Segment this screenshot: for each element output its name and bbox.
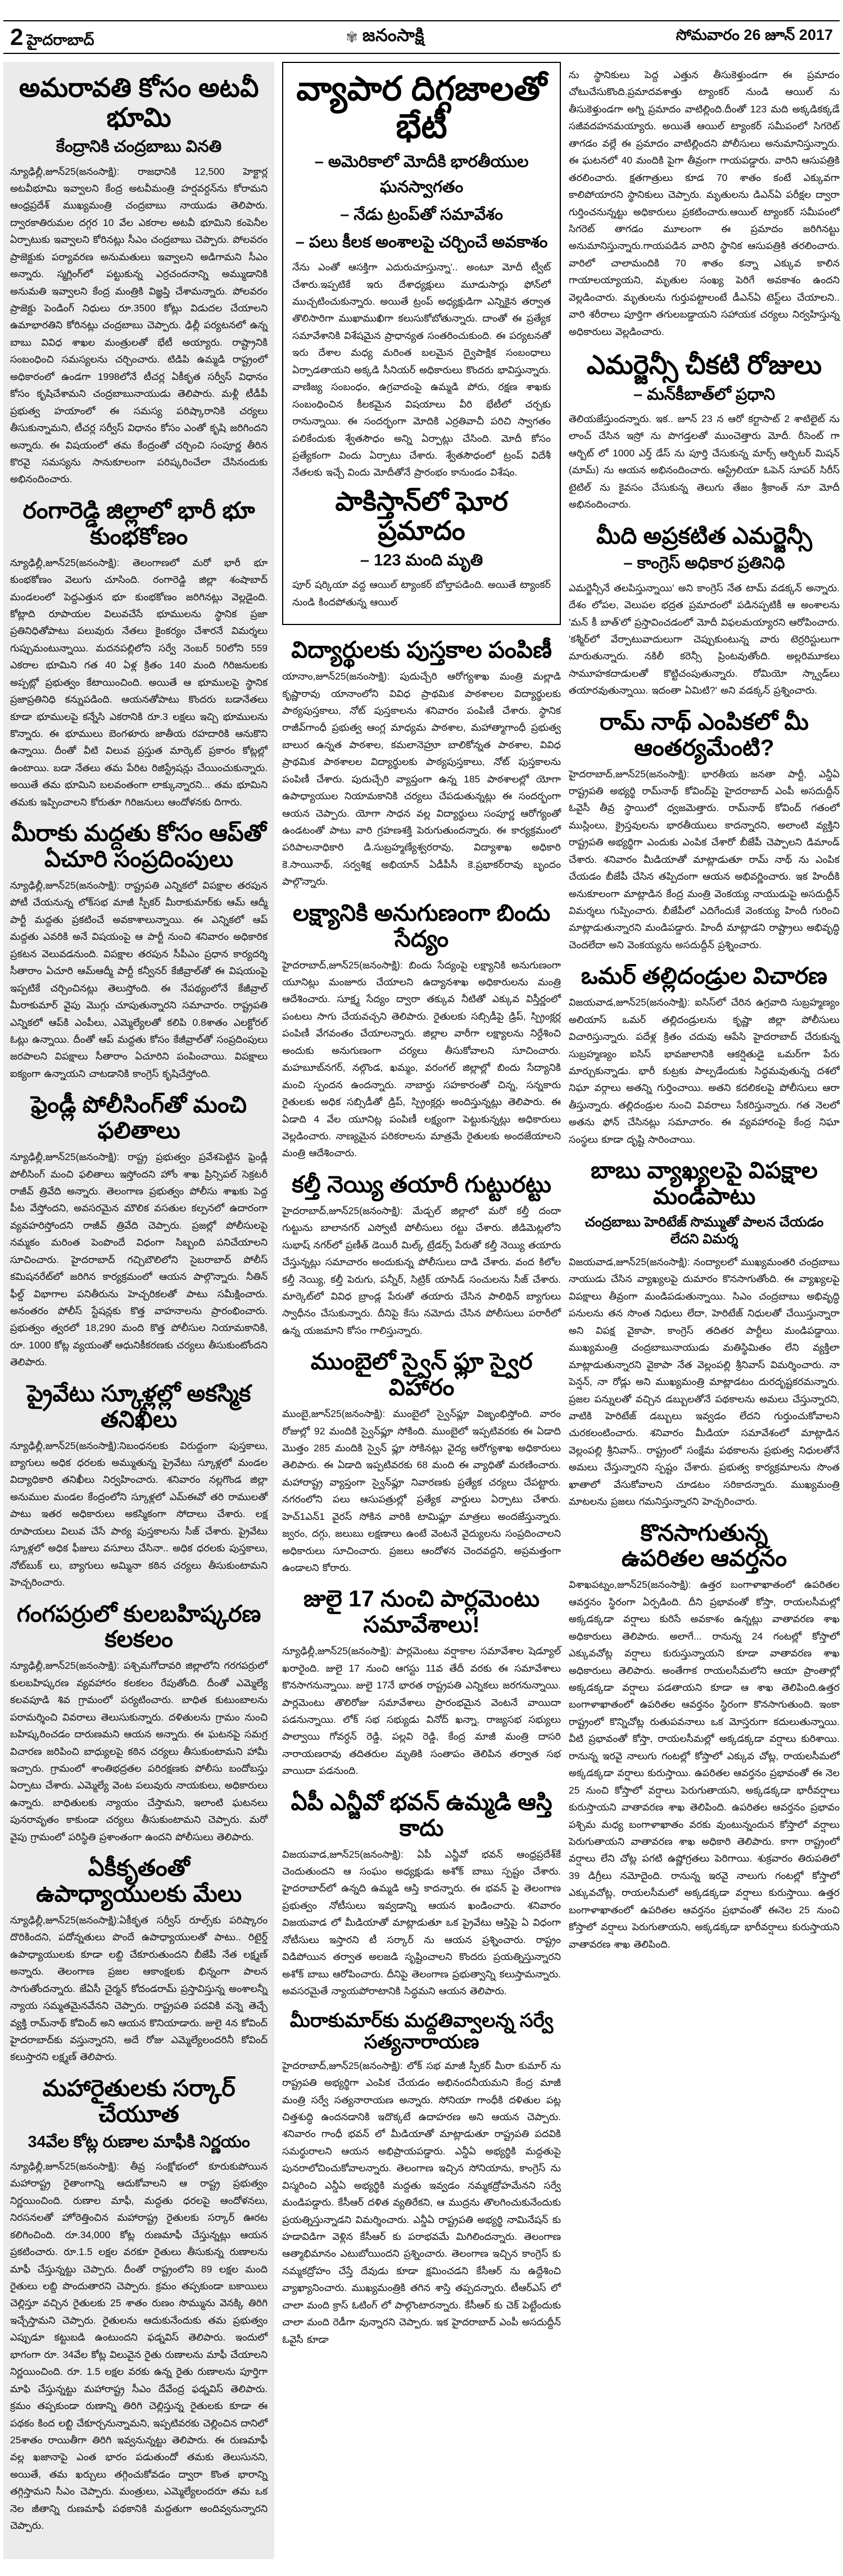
article-body: న్యూఢిల్లీ,జూన్25(జనంసాక్షి): పార్లమెంటు వర్షాకాల సమావేశాల షెడ్యూల్ ఖరారైంది. జులై 17 నుంచి ఆగస్టు 11వ తేదీ వరకు ఈ సమావేశాలు కొనసాగనున్నాయి. జులై 17నే భారత రాష్ట్రపతి ఎన్నికలు జరగనున్నాయి. పార్లమెంటు తొలిరోజు సమావేశాలు ప్రారంభమైన వెంటనే వాయిదా పడనున్నాయి. లోక్ సభ సభ్యుడు వినోద్ ఖన్నా, రాజ్యసభ సభ్యులు పాల్వాయి గోవర్ధన్ రెడ్డి, పల్లవి రెడ్డి, కేంద్ర మాజీ మంత్రి దాసరి నారాయణరావు తదితరుల మృతికి సంతాపం తెలిపిన తర్వాత సభ వాయిదా పడనుంది. <box>282 1645 561 1777</box>
article <box>569 709 840 954</box>
article <box>10 2076 268 2534</box>
masthead-logo-icon: ✾ <box>346 29 358 46</box>
article-headline: ఫ్రెండ్లీ పోలీసింగ్‌తో మంచి ఫలితాలు <box>31 1092 247 1144</box>
article-headline: మహారైతులకు సర్కార్ చేయూత <box>42 2075 235 2127</box>
article-headline: ఏపీ ఎన్జీవో భవన్ ఉమ్మడి ఆస్తి కాదు <box>291 1789 552 1841</box>
article-headline: జులై 17 నుంచి పార్లమెంటు సమావేశాలు! <box>303 1586 540 1638</box>
article <box>10 498 268 811</box>
article-headline: ఒమర్ తల్లిదండ్రుల విచారణ <box>581 963 828 989</box>
column-middle <box>282 62 561 2358</box>
article-body: తెలియజేస్తుందన్నారు. ఇక.. జూన్ 23 న ఆరో కర్టాసాట్ 2 శాటిలైట్ ను లాంచ్ చేసిన ఇస్రో ను పొగడ్తలతో ముంచెత్తారు మోదీ. రీసెంట్ గా ఆర్బిట్ లో 1000 ఎర్త్ డేస్ ను పూర్తి చేసుకున్న మార్స్ ఆర్బిటర్ మిషన్ (మామ్) ను ఆయన అభినందించారు. ఆస్ట్రేలియా ఓపెన్ సూపర్ సిరీస్ టైటిల్ ను కైవసం చేసుకున్న తెలుగు తేజం శ్రీకాంత్ నూ మోదీ అభినందించారు. <box>569 413 840 510</box>
article <box>282 1172 561 1339</box>
article <box>569 350 840 513</box>
article <box>569 963 840 1148</box>
article <box>282 637 561 890</box>
article-body: విశాఖపట్నం,జూన్25(జనంసాక్షి): ఉత్తర బంగాళాఖాతంలో ఉపరితల ఆవర్తనం స్థిరంగా ఏర్పడింది. దీని ప్రభావంతో కోస్తా, రాయలసీమల్లో అక్కడక్కడా వర్షాలు కురిసే అవకాశం ఉన్నట్లు వాతావరణ శాఖ అధికారులు తెలిపారు. అలాగే... రానున్న 24 గంటల్లో కోస్తాలో ఎక్కువచోట్ల వర్షాలు కురుస్తున్నాయని కూడా వాతావరణ శాఖ అధికారులు తెలిపారు. అంతేగాక రాయలసీమలోని ఆయా ప్రాంతాల్లో అక్కడక్కడా వర్షాలు పడతాయని కూడా ఆ శాఖ తెలిపింది.ఉత్తర బంగాళాఖాతంలో ఉపరితల ఆవర్తనం స్థిరంగా కొనసాగుతుంది. ఇంకా రాష్ట్రంలో కొన్నిచోట్ల రుతుపవనాలు ఒక మోస్తరుగా కదులుతున్నాయి. వీటి ప్రభావంతో కోస్తా, రాయలసీమల్లో అక్కడక్కడా వర్షాలు కురిశాయి. రానున్న ఇరవై నాలుగు గంటల్లో కోస్తాలో ఎక్కువ చోట్ల, రాయలసీమలో అక్కడక్కడా వర్షాలు కురుస్తాయి. ఉపరితల ఆవర్తనం ప్రభావంతో ఈ నెల 25 నుంచి కోస్తాలో వర్షాలు పెరుగుతాయని, అక్కడక్కడా భారీవర్షాలు కురుస్తాయని వాతావరణ శాఖ తెలిపింది. ఉపరితల ఆవర్తనం ప్రభావం పశ్చిమ మధ్య బంగాళాఖాతం వరకు వుంటున్నందున కోస్తాలో వర్షాలు పెరుగుతాయని వాతావరణ శాఖ అధికారి తెలిపారు. కాగా రాష్ట్రంలో వర్షాలు లేని చోట్ల పగటి ఉష్ణోగ్రతలు పెరిగాయి. శుక్రవారం తిరుపతిలో 39 డిగ్రీలు నమోదైంది. రానున్న ఇరవై నాలుగు గంటల్లో కోస్తాలో ఎక్కువచోట్ల, రాయలసీమలో అక్కడక్కడా వర్షాలు కురుస్తాయి. ఉత్తర బంగాళాఖాతంలో ఉపరితల ఆవర్తనం ప్రభావంతో ఈనెల 25 నుంచి కోస్తాలో వర్షాలు పెరుగుతాయని, అక్కడక్కడా భారీవర్షాలు కురుస్తాయని వాతావరణ శాఖ తెలిపింది. <box>569 1579 840 1950</box>
article-body: విజయవాడ,జూన్25(జనంసాక్షి): ఏపీ ఎన్జీవో భవన్ ఆంధ్రప్రదేశ్‌కే చెందుతుందని ఆ సంఘం అధ్యక్షుడు అశోక్ బాబు స్పష్టం చేశారు. హైదరాబాద్‌లో ఉన్నది ఉమ్మడి ఆస్తి కాదన్నారు. ఈ భవన్ పై తెలంగాణ ప్రభుత్వం నోటీసులు ఇవ్వడాన్ని ఆయన ఖండించారు. శనివారం విజయవాడ లో మీడియాతో మాట్లాడుతూ ఒక ప్రైవేటు ఆస్తిపై ఏ విధంగా నోటీసులు ఇస్తారని టీ సర్కార్ ను ఆయన ప్రశ్నించారు. రాష్ట్రం విడిపోయిన తర్వాత అలజడి సృష్టించాలని కొందరు ప్రయత్నిస్తున్నారని అశోక్ బాబు ఆరోపించారు. దీనిపై తెలంగాణ ప్రభుత్వాన్ని కలుస్తామన్నారు. అవసరమైతే న్యాయపోరాటానికి సిద్ధమని ఆయన తెలిపారు. <box>282 1848 561 1997</box>
article-body: హైదరాబాద్,జూన్25(జనంసాక్షి): భారతీయ జనతా పార్టీ, ఎన్డీఏ రాష్ట్రపతి అభ్యర్థి రామ్‌నాథ్ కోవింద్‌పై హైదరాబాద్ ఎంపీ అసదుద్దీన్ ఓవైసీ తీవ్ర స్థాయిలో ధ్వజమెత్తారు. రామ్‌నాథ్ కోవింద్ గతంలో ముస్లింలు, క్రైస్తవులను భారతీయులు కాదన్నారని, అలాంటి వ్యక్తిని రాష్ట్రపతి అభ్యర్థిగా ఎందుకు ఎంపిక చేశారో బీజేపీ చెప్పాలని డిమాండ్ చేశారు. శనివారం మీడియాతో మాట్లాడుతూ రామ్ నాథ్ ను ఎంపిక చేయడం బీజేపీ చేసిన తప్పిదంగా ఆయన అభివర్ణించారు. ఇక హిందీకి అనుకూలంగా మాట్లాడిన కేంద్ర మంత్రి వెంకయ్య నాయుడుపై అసదుద్దీన్ విమర్శలు గుప్పించారు. బీజేపీలో ఎదిగేందుకే వెంకయ్య హిందీ గురించి మాట్లాడుతున్నారని మండిపడ్డారు. హిందీ మాట్లాడని రాష్ట్రాలు అభివృద్ధి చెందలేదా అని వెంకయ్యను అసదుద్దీన్ ప్రశ్నించారు. <box>569 768 840 950</box>
article <box>569 66 840 340</box>
article-body: ను స్థానికులు పెద్ద ఎత్తున తీసుకెళ్తుండగా ఈ ప్రమాదం చోటుచేసుకొంది.ప్రమాదవశాత్తు ట్యాంకర్ నుండి ఆయిల్ ను తీసుకెళ్తుండగా అగ్ని ప్రమాదం వాటిల్లింది.దీంతో 123 మది అక్కడికక్కడే సజీవదహనమయ్యారు. అయితే ఆయిల్ ట్యాంకర్ సమీపంలో సిగరెట్ తాగడం వల్లే ఈ ప్రమాదం వాటిల్లిందని పోలీసులు అనుమానిస్తున్నారు. ఈ ఘటనలో 40 మందికి పైగా తీవ్రంగా గాయపడ్డారు. వారిని ఆసుపత్రికి తరలించారు. క్షతగాత్రులు కూడ 70 శాతం కంటే ఎక్కువగా కాలిపోయారని స్థానికులు చెప్పారు. మృతులను డిఎన్ఏ పరీక్షల ద్వారా గుర్తించనున్నట్టు అధికారులు ప్రకటించారు.ఆయిల్ ట్యాంకర్ సమీపంలో సిగరెట్ తాగడం మూలంగా ఈ ప్రమాదం జరిగినట్టు అనుమానిస్తున్నారు.గాయపడిన వారిని స్థానిక ఆసుపత్రికి తరలించారు. వారిలో చాలామందికి 70 శాతం కన్నా ఎక్కువ కాలిన గాయాలయ్యాయని, మృతుల సంఖ్య పెరిగే అవకాశం ఉందని వెల్లడించారు. మృతులను గుర్తుపట్టాలంటే డీఎన్ఏ టెస్ట్‌లు చేయాలని.. వారి శరీరాలు పూర్తిగా తగులబడ్డాయని సహాయక చర్యలు నిర్వహిస్తున్న అధికారులు వెల్లడించారు. <box>569 69 840 337</box>
article-headline: అమరావతి కోసం అటవీ భూమి <box>19 73 259 132</box>
edition-label: హైదరాబాద్ <box>26 31 94 49</box>
article-body: హైదరాబాద్,జూన్25(జనంసాక్షి): బిందు సేద్యంపై లక్ష్యానికి అనుగుణంగా యూనిట్లు మంజూరు చేయాలని ఉద్యానశాఖ అధికారులను మంత్రి ఆదేశించారు. సూక్ష్మ సేద్యం ద్వారా తక్కువ నీటితో ఎక్కువ విస్తీర్ణంలో పంటలు సాగు చేయవచ్చని తెలిపారు. రైతులకు సబ్సిడీపై డ్రిప్, స్ప్రింక్లర్ల పంపిణీ వేగవంతం చేయాలన్నారు. జిల్లాల వారీగా లక్ష్యాలను నిర్దేశించి అందుకు అనుగుణంగా చర్యలు తీసుకోవాలని సూచించారు. మహబూబ్‌నగర్, నల్గొండ, ఖమ్మం, వరంగల్ జిల్లాల్లో బిందు సేద్యానికి మంచి స్పందన ఉందన్నారు. నాబార్డు సహకారంతో చిన్న, సన్నకారు రైతులకు అధిక సబ్సిడీతో డ్రిప్, స్ప్రింక్లర్లు అందిస్తున్నట్లు తెలిపారు. ఈ ఏడాది 4 వేల యూనిట్ల పంపిణీ లక్ష్యంగా పెట్టుకున్నట్లు అధికారులు వెల్లడించారు. నాణ్యమైన పరికరాలను మాత్రమే రైతులకు అందజేయాలని మంత్రి ఆదేశించారు. <box>282 959 561 1159</box>
article-body: విజయవాడ,జూన్25(జనంసాక్షి): ఐసిస్‌లో చేరిన ఉగ్రవాది సుబ్రహ్మణ్యం అలియాస్ ఒమర్ తల్లిదండ్రులను కృష్ణా జిల్లా పోలీసులు విచారిస్తున్నారు. పదేళ్ల క్రితం చదువు ఆపేసి హైదరాబాద్ చేరుకున్న సుబ్రహ్మణ్యం ఐసిస్ భావజాలానికి ఆకర్షితుడై ఒమర్‌గా పేరు మార్చుకున్నాడు. భారీ కుట్రకు పాల్పడేందుకు సిద్ధమవుతున్న దశలో నిఘా వర్గాలు అతన్ని గుర్తించాయి. అతని కదలికలపై పోలీసులు ఆరా తీస్తున్నారు. తల్లిదండ్రుల నుంచి వివరాలు సేకరిస్తున్నారు. గత నెలలో అతను ఫోన్ చేసినట్లు సమాచారం. ఈ వ్యవహారంపై కేంద్ర నిఘా సంస్థలు కూడా దృష్టి సారించాయి. <box>569 997 840 1145</box>
article-headline: బాబు వ్యాఖ్యలపై విపక్షాల మండిపాటు <box>591 1157 818 1210</box>
article <box>282 2010 561 2348</box>
article-body: న్యూఢిల్లీ,జూన్25(జనంసాక్షి): పశ్చిమగోదావరి జిల్లాలోని గరగపర్రులో కులబహిష్కరణ వ్యవహారం కలకలం రేపుతోంది. దీంతో ఎమ్మెల్యే కలవపూడి శివ గ్రామంలో పర్యటించారు. బాధిత కుటుంబాలను పరామర్శించి వివరాలు తెలుసుకున్నారు. దళితులను గ్రామం నుంచి బహిష్కరించడం దారుణమని ఆయన అన్నారు. ఈ ఘటనపై సమగ్ర విచారణ జరిపించి బాధ్యులపై కఠిన చర్యలు తీసుకుంటామని హామీ ఇచ్చారు. గ్రామంలో శాంతిభద్రతల పరిరక్షణకు పోలీసు బందోబస్తు ఏర్పాటు చేశారు. ఎమ్మెల్యే వెంట పలువురు నాయకులు, అధికారులు ఉన్నారు. బాధితులకు న్యాయం చేస్తామని, ఇలాంటి ఘటనలు పునరావృతం కాకుండా చర్యలు తీసుకుంటామని చెప్పారు. మరో వైపు గ్రామంలో పరిస్థితి ప్రశాంతంగా ఉందని పోలీసులు తెలిపారు. <box>10 1660 268 1842</box>
article-subhead: చంద్రబాబు హెరిటేజ్ సొమ్ముతో పాలన చేయడం లేదని విమర్శ <box>584 1215 824 1247</box>
article-headline: ఏకీకృతంతో ఉపాధ్యాయులకు మేలు <box>36 1855 242 1907</box>
boxed-news-group <box>282 62 561 625</box>
header-left <box>10 25 94 49</box>
masthead <box>346 25 424 49</box>
article <box>10 73 268 488</box>
article-body: నేను ఎంతో ఆసక్తిగా ఎదురుచూస్తున్నా'.. అంటూ మోదీ ట్వీట్ చేశారు.ఇప్పటికే ఇరు దేశాధ్యక్షులు మూడుసార్లు ఫోన్‌లో ముచ్చటించుకున్నారు. అయితే ట్రంప్ అధ్యక్షుడిగా ఎన్నికైన తర్వాత తొలిసారిగా ముఖాముఖిగా కలుసుకోబోతున్నారు. దాంతో ఈ ప్రత్యేక సమావేశానికి విశేషమైన ప్రాధాన్యత సంతరించుకుంది. ఈ పర్యటనతో ఇరు దేశాల మధ్య మరింత బలమైన ద్వైపాక్షిక సంబంధాలు ఏర్పాడతాయని అక్కడి సీనియర్ అధికారులు కొందరు భావిస్తున్నారు. వాణిజ్య సంబంధం, ఉగ్రవాదంపై ఉమ్మడి పోరు, రక్షణ శాఖకు సంబంధించిన కీలకమైన విషయాలు వీరి భేటీలో చర్చకు రానున్నాయి. ఈ సందర్భంగా మోదికి ఎర్రతివాచీ పరిచి స్వాగతం పలికేందుకు శ్వేతసౌధం అన్ని ఏర్పాట్లు చేసింది. మోదీ కోసం ప్రత్యేకంగా విందు ఏర్పాటు చేశారు. శ్వేతసౌధంలో ట్రంప్ విదేశీ నేతలకు ఇచ్చే విందు మోదీతోనే ప్రారంభం కానుండం విశేషం. <box>292 261 551 478</box>
article <box>10 821 268 1082</box>
article-point: – అమెరికాలో మోదీకి భారతీయుల ఘనస్వాగతం <box>314 153 529 197</box>
masthead-title: జనంసాక్షి <box>362 25 425 45</box>
article-body: న్యూఢిల్లీ,జూన్25(జనంసాక్షి): రాష్ట్రపతి ఎన్నికలో విపక్షాల తరపున పోటీ చేయనున్న లోక్‌సభ మాజీ స్పీకర్ మీరాకుమార్‌కు ఆమ్ ఆద్మీ పార్టీ మద్దతు ప్రకటించే అవకాశాలున్నాయి. ఈ ఎన్నికలో ఆప్ మద్దతు ఎవరికి అనే విషయంపై ఆ పార్టీ నుంచి శనివారం అధికారిక ప్రకటన వెలువడనుంది. విపక్షాల తరపున సీపీఎం ప్రధాన కార్యదర్శి సీతారాం ఏచూరి ఆమ్‌ఆద్మీ పార్టీ కన్వీనర్ కేజీవ్రాల్‌తో ఈ విషయంపై ఇప్పటికే చర్చించినట్లు తెలుస్తోంది. ఈ నేపథ్యంలోనే కేజీవ్రాల్ మీరాకుమార్ వైపు మొగ్గు చూపుతున్నారని సమాచారం. రాష్ట్రపతి ఎన్నికలో ఆప్‌కి ఎంపీలు, ఎమ్మెల్యేలతో కలిపి 0.8శాతం ఎలక్టోరల్ ఓట్లు ఉన్నాయి. దీంతో ఆప్ మద్దతు కోసం కేజీవ్రాల్‌తో సంప్రదింపులు జరపాలని విపక్షాలు సీతారాం ఏచూరిని పంపించాయి. విపక్షాలు ఐక్యంగా ఉన్నాయని చాటడానికి కాంగ్రెస్ కృషిచేస్తోంది. <box>10 880 268 1079</box>
article-headline: విద్యార్థులకు పుస్తకాల పంపిణీ <box>291 637 552 663</box>
article-headline: ఎమర్జెన్సీ చీకటి రోజులు <box>586 350 822 379</box>
article <box>292 487 551 610</box>
article-body: న్యూఢిల్లీ,జూన్25(జనంసాక్షి): రాజధానికి 12,500 హెక్టార్ల అటవీభూమి ఇవ్వాలని కేంద్ర అటవీమంత్రి హర్షవర్దన్‌ను కోరామని ఆంధ్రప్రదేశ్ ముఖ్యమంత్రి చంద్రబాబు నాయుడు తెలిపారు. ద్వారకాతిరుమల దగ్గర 10 వేల ఎకరాల అటవీ భూమిని కంపెనీల ఏర్పాటుకు ఇవ్వాలని కోరినట్లు సీఎం చంద్రబాబు చెప్పారు. పోలవరం ప్రాజెక్టుకు పర్యావరణ అనుమతులు ఇవ్వాలని అడిగామని సీఎం అన్నారు. స్మగ్లింగ్‌లో పట్టుకున్న ఎర్రచందనాన్ని అమ్ముడానికి అనుమతి ఇవ్వాలని కేంద్ర మంత్రికి విజ్ఞప్తి చేశామన్నారు. పోలవరం ప్రాజెక్టు పెండింగ్ నిధులు రూ.3500 కోట్లు విడుదల చేయాలని ఉమాభారతిని కోరినట్లు చంద్రబాబు చెప్పారు. ఢిల్లీ పర్యటనలో ఉన్న బాబు వివిధ శాఖల మంత్రులతో భేటీ అయ్యారు. రాష్ట్రానికి సంబంధించి సమస్యలను చర్చించారు. టిడిపి ఉమ్మడి రాష్ట్రంలో అధికారంలో ఉండగా 1998లోనే టీచర్ల ఏకీకృత సర్వీస్ విధానం కోసం కృషిచేశామని చంద్రబాబునాయుడు తెలిపారు. మళ్లీ టీడీపీ ప్రభుత్వ హయాంలో ఈ సమస్య పరిష్కారానికి చర్యలు తీసుకున్నామని, టీచర్ల సర్వీస్ విధానం కోసం ఎంతో కృషి జరిగిందని అన్నారు. ఈ విషయంలో తమ కేంద్రంతో చర్చించి సంపూర్ణ తీరిన కొరవై సమస్యను సానుకూలంగా పరిష్కరించేలా చేసినందుకు అభినందించారు. <box>10 165 268 485</box>
article-point: – పలు కీలక అంశాలపై చర్చించే అవకాశం <box>295 233 548 252</box>
article <box>282 1349 561 1576</box>
article <box>292 70 551 481</box>
article-body: న్యూఢిల్లీ,జూన్25(జనంసాక్షి): తీవ్ర సంక్షోభంలో కూరుకుపోయిన మహారాష్ట్ర రైతాంగాన్ని ఆదుకోవాలని ఆ రాష్ట్ర ప్రభుత్వం నిర్ణయించింది. రుణాల మాఫీ, మద్దతు ధరలపై ఆందోళనలు, నిరసనలతో హోరెత్తించిన మహారాష్ట్ర రైతులకు సర్కార్ ఊరట కలిగించింది. రూ.34,000 కోట్ల రుణమాఫీ చేస్తున్నట్లు ఆయన ప్రకటించారు. రూ.1.5 లక్షల వరకూ రైతులు తీసుకున్న రుణాలను మాఫీ చేస్తున్నట్టు చెప్పారు. దీంతో రాష్ట్రంలోని 89 లక్షల మంది రైతులు లబ్ది పొందుతారని చెప్పారు. క్రమం తప్పకుండా బకాయిలు చెల్లిస్తూ వచ్చిన రైతులకు 25 శాతం రుణం సొమ్మును వెనక్కి తిరిగి ఇచ్చేస్తామని చెప్పారు. రైతులను ఆదుకునేందుకు తమ ప్రభుత్వం ఎప్పుడూ కట్టుబడి ఉంటుందని ఫడ్నవిస్ తెలిపారు. ఇందులో భాగంగా రూ. 34వేల కోట్ల విలువైన రైతు రుణాలను మాఫీ చేయాలని నిర్ణయించింది. రూ. 1.5 లక్షల వరకు ఉన్న రైతు రుణాలను పూర్తిగా మాఫి చేస్తున్నట్టు మహారాష్ట్ర సీఎం దేవేంద్ర ఫడ్నవిస్ తెలిపారు. క్రమం తప్పకుండా రుణాన్ని తిరిగి చెల్లిస్తున్న రైతులకు కూడా ఈ పథకం కింద లబ్టి చేకూర్చనున్నామని, ఇప్పటివరకు చెల్లించిన దానిలో 25శాతం రాయితీగా తిరిగి ఇవ్వనున్నట్టు తెలిపారు. ఈ రుణమాఫీ వల్ల ఖజానాపై ఎంత భారం పడుతుందో తమకు తెలుసునని, అయితే, తమ ఖర్చులు తగ్గించుకోవడం ద్వారా కొంత భారాన్ని తగ్గిస్తామని సీఎం చెప్పారు. మంత్రులు, ఎమ్మెల్యేలందరూ తమ ఒక నెల జీతాన్ని రుణమాఫీ పథకానికి మద్దతుగా అందివ్వనున్నారని చెప్పారు. <box>10 2160 268 2532</box>
article-body: న్యూఢిల్లీ,జూన్25(జనంసాక్షి): తెలంగాణలో మరో భారీ భూ కుంభకోణం వెలుగు చూసింది. రంగారెడ్డి జిల్లా శంషాబాద్ మండలంలో పెద్దఎత్తున భూ కుంభకోణం జరిగినట్లు వెల్లడైంది. కోట్లాది రూపాయల విలువచేసే భూములను స్థానిక ప్రజా ప్రతినిధితోపాటు పలువురు నేతలు కైంకర్యం చేశారనే విమర్శలు గుప్పుమంటున్నాయి. మదనపల్లిలోని సర్వే నెంబర్ 50లోని 559 ఎకరాల భూమిని గత 40 ఏళ్ల క్రితం 140 మంది గిరిజనులకు అప్పట్లో ప్రభుత్వం కేటాయించింది. అయితే ఆ భూములపై స్థానిక ప్రజాప్రతినిధి కన్నుపడింది. ఆయనతోపాటు కొందరు బడానేతలు కూడా భూములపై కన్నేసి ఎకరానికి రూ.3 లక్షలు ఇచ్చి భూములను కొన్నారు. ఈ భూములు బెంగళూరు జాతీయ రహదారికి ఆనుకొని ఉన్నాయి. దీంతో వీటి విలువ ప్రస్తుత మార్కెట్ ప్రకారం కోట్లల్లో ఉంటాయి. బడా నేతలు తమ పేరిట రిజిస్ట్రేషన్లు చేయించుకున్నారు. అయితే తమ భూమిని బలవంతంగా లాక్కున్నారని... తమ భూమిని తమకు ఇప్పించాలని కోరుతూ గిరిజనులు ఆందోళనకు దిగారు. <box>10 556 268 808</box>
article-subhead: – 123 మంది మృతి <box>360 551 483 570</box>
article <box>282 1586 561 1779</box>
article-body: న్యూఢిల్లీ,జూన్25(జనంసాక్షి):నిబంధనలకు విరుద్దంగా పుస్తకాలు, బ్యాగులు అధిక ధరలకు అమ్ముతున్న ప్రైవేటు స్కూళ్లలో మండల విద్యాధికారి తనిఖీలు నిర్వహించారు. శనివారం నల్లగొండ జిల్లా అనుముల మండల కేంద్రంలోని స్కూళ్లలో ఎమ్‌ఈవో తరి రాములతో పాటు ఇతర అధికారులు అకస్మికంగా సోదాలు చేశారు. లక్ష రూపాయలు విలువ చేసే పాఠ్య పుస్తకాలను సీజ్ చేశారు. ప్రైవేటు స్కూళ్లలో అధిక ఫీజులు వసూలు చేసినా.. అధిక ధరలకు పుస్తకాలు, నోట్‌బుక్ లు, బ్యాగులు అమ్మినా కఠిన చర్యలు తీసుకుంటామని హెచ్చరించారు. <box>10 1439 268 1588</box>
article-headline: మీరాకుమార్‌కు మద్దతివ్వాలన్న సర్వే సత్యనారాయణ <box>289 2009 554 2053</box>
article <box>569 1520 840 1953</box>
article <box>282 1790 561 2000</box>
article <box>10 1601 268 1846</box>
article-headline: రామ్ నాథ్ ఎంపికలో మీ ఆంతర్యమేంటి? <box>599 708 809 760</box>
article-headline: పాకిస్తాన్‌లో ఘోర ప్రమాదం <box>335 486 508 546</box>
article <box>282 900 561 1162</box>
column-right <box>569 62 840 1963</box>
article <box>10 1855 268 2066</box>
article <box>10 1381 268 1591</box>
article-body: న్యూఢిల్లీ,జూన్25(జనంసాక్షి): రాష్ట్ర ప్రభుత్వం ప్రవేశపెట్టిన ఫ్రెండ్లీ పోలీసింగ్ మంచి ఫలితాలు ఇస్తోందని హోం శాఖ ప్రిన్సిపల్ సెక్రటరీ రాజీవ్ త్రివేది అన్నారు. తెలంగాణ ప్రభుత్వం పోలీసు శాఖకు పెద్ద పీట వేస్తోందని, అవసరమైన మౌలిక వసతుల కల్పనలో ఉదారంగా వ్యవహరిస్తోందని రాజీవ్ త్రివేది చెప్పారు. ప్రజల్లో పోలీసులపై నమ్మకం మరింత పెంపొందే విధంగా సిబ్బంది పనిచేయాలని సూచించారు. హైదరాబాద్ గచ్చిబౌలిలోని సైబరాబాద్ పోలీస్ కమిషనరేట్‌లో జరిగిన కార్యక్రమంలో ఆయన పాల్గొన్నారు. నీతిన్ ఫీల్డ్ విభాగాల పనితీరును హెచ్చరికలతో పాటు సమీక్షించారు. అనంతరం పోలీస్ స్టేషన్లకు కొత్త వాహనాలను ప్రారంభించారు. ప్రభుత్వం త్వరలో 18,290 మంది కొత్త పోలీసుల నియామకానికి, రూ. 1000 కోట్ల వ్యయంతో ఆధునికీకరణకు చర్యలు తీసుకుంటోందని తెలిపారు. <box>10 1151 268 1368</box>
article-headline: మీది అప్రకటిత ఎమర్జెన్సీ <box>596 522 813 549</box>
article-headline: కల్తీ నెయ్యి తయారీ గుట్టురట్టు <box>292 1171 551 1197</box>
article-point: – నేడు ట్రంప్‌తో సమావేశం <box>340 206 503 224</box>
article-headline: గంగపర్రులో కులబహిష్కరణ కలకలం <box>16 1600 261 1653</box>
article-subhead: – మన్‌కీబాత్‌లో ప్రధాని <box>633 385 776 404</box>
article-body: న్యూఢిల్లీ,జూన్25(జనంసాక్షి):ఏకీకృత సర్వీస్ రూల్స్‌కు పరిష్కారం దొరికిందని, పదోన్నతులు పొందే ఉపాధ్యాయులతో పాటు.. రిటైర్డ్ ఉపాధ్యాయులకు కూడా లబ్ది చేకూరుతుందని బీజేపీ నేత లక్ష్మణ్ అన్నారు. తెలంగాణ ప్రజల ఆకాంక్షలకు భిన్నంగా పాలన సాగుతోందన్నారు. జేఏసీ చైర్మన్ కోదండరామ్ ప్రస్తావిస్తున్న అంశాలన్నీ న్యాయ సమ్మతమైనవేనని చెప్పారు. రాష్ట్రపతి పదవికి వన్నె తెచ్చే వ్యక్తి రామ్‌నాథ్ కోవింద్ అని ఆయన కొనియాడారు. జులై 4న కోవింద్ హైదరాబాద్‌కు వస్తున్నారని, అదే రోజు ఎమ్మెల్యేలందరినీ కోవింద్ కలుస్తారని లక్ష్మణ్ తెలిపారు. <box>10 1914 268 2063</box>
article-headline: మీరాకు మద్దతు కోసం ఆప్‌తో ఏచూరి సంప్రదింపులు <box>11 820 266 872</box>
article-headline: లక్ష్యానికి అనుగుణంగా బిందు సేద్యం <box>293 899 551 952</box>
article-headline: వ్యాపార దిగ్గజాలతో భేటీ <box>296 70 547 146</box>
article-body: హైదరాబాద్,జూన్25(జనంసాక్షి): లోక్ సభ మాజీ స్పీకర్ మీరా కుమార్ ను రాష్ట్రపతి అభ్యర్థిగా ఎంపిక చేయడం అభినందనీయమని కేంద్ర మాజీ మంత్రి సర్వే సత్యనారాయణ అన్నారు. సోనియా గాంధీకి దళితుల పట్ల చిత్తశుద్ధి ఉందనడానికి ఇదొక్కటే ఉదాహరణ అని ఆయన చెప్పారు. శనివారం గాంధీ భవన్ లో మీడియాతో మాట్లాడుతూ రాష్ట్రపతి పదవికి సమర్థురాలని ఆయన అభిప్రాయపడ్డారు. ఎన్డీఏ అభ్యర్థికి మద్దతుపై పునరాలోచించుకోవాలన్నారు. తెలంగాణ ఇచ్చిన సోనియాను, కాంగ్రెస్ ను విస్మరించి ఎన్డీఏ అభ్యర్థికి మద్దతు ఇవ్వడం నమ్మకద్రోహమేనని సర్వే మండిపడ్డారు. కేసీఆర్ దళిత వ్యతిరేకని, ఆ ముద్రను తొలగించుకునేందుకు ప్రయత్నిస్తున్నాడని విమర్శించారు. ఎన్డీఏ రాష్ట్రపతి అభ్యర్థి నామినేషన్ కు హడావిడిగా వెళ్లిన కేసీఆర్ కు పరాభవమే మిగిలిందన్నారు. తెలంగాణ ఆత్మాభిమానం ఎటుబోయిందని ప్రశ్నించారు. తెలంగాణ ఇచ్చిన కాంగ్రెస్ కు నమ్మకద్రోహం చేస్తే దేవుడు కూడా క్షమించడని కేసీఆర్ ను ఉద్దేశించి వ్యాఖ్యానించారు. ముఖ్యమంత్రికి తగిన శాస్తి తప్పదన్నారు. టీఆర్ఎస్ లో చాలా మంది క్రాస్ ఓటింగ్ లో పాల్గొంటారన్నారు. కేసీఆర్ కు చెక్ పెట్టేందుకు చాలా మంది రెడీగా వున్నారని చెప్పారు. ఇక హైదరాబాద్ ఎంపీ అసదుద్దీన్ ఓవైసీ కూడా <box>282 2059 561 2345</box>
article <box>569 1158 840 1510</box>
issue-date: సోమవారం 26 జూన్ 2017 <box>676 26 833 43</box>
article-body: ముంబై,జూన్25(జనంసాక్షి): ముంబైలో స్వైన్‌ఫ్లూ విజృంభిస్తోంది. వారం రోజుల్లో 92 మందికి స్వైన్‌ఫ్లూ సోకింది. ముంబైలో ఇప్పటివరకు ఈ ఏడాది మొత్తం 285 మందికి స్వైన్ ఫ్లూ సోకినట్లు వైద్య ఆరోగ్యశాఖ అధికారులు తెలిపారు. ఈ ఏడాది ఇప్పటివరకు 68 మంది ఈ వ్యాధితో మరణించారు. మహారాష్ట్ర వ్యాప్తంగా స్వైన్‌ఫ్లూ నివారణకు ప్రత్యేక చర్యలు చేపట్టారు. నగరంలోని పలు ఆసుపత్రుల్లో ప్రత్యేక వార్డులు ఏర్పాటు చేశారు. హెచ్1ఎన్1 వైరస్ సోకిన వారికి టామిఫ్లూ మాత్రలు అందజేస్తున్నారు. జ్వరం, దగ్గు, జలుబు లక్షణాలు ఉంటే వెంటనే వైద్యులను సంప్రదించాలని అధికారులు సూచించారు. ప్రజలు ఆందోళన చెందవద్దని, అప్రమత్తంగా ఉండాలని కోరారు. <box>282 1408 561 1573</box>
article-headline: ప్రైవేటు స్కూళ్లల్లో అకస్మిక తనిఖీలు <box>26 1380 251 1432</box>
column-left <box>3 62 274 2559</box>
article-body: పూర్ షర్కియా వద్ద ఆయిల్ ట్యాంకర్ బోల్తాపడింది. అయితే ట్యాంకర్ నుండి కిందపోతున్న ఆయిల్ <box>292 579 551 608</box>
article-subhead: 34వేల కోట్ల రుణాల మాఫీకి నిర్ణయం <box>28 2133 250 2151</box>
page-number: 2 <box>10 24 24 50</box>
article-headline: రంగారెడ్డి జిల్లాలో భారీ భూ కుంభకోణం <box>22 497 255 549</box>
article-headline: ముంబైలో స్వైన్ ఫ్లూ స్వైర విహారం <box>310 1348 533 1401</box>
article-body: యానాం,జూన్25(జనంసాక్షి): పుదుచ్చేరి ఆరోగ్యశాఖ మంత్రి మల్లాడి కృష్ణారావు యానాంలోని వివిధ ప్రాథమిక పాఠశాలల విద్యార్థులకు పాఠ్యపుస్తకాలు, నోట్ పుస్తకాలను శనివారం పంపిణీ చేశారు. స్థానిక రాజీవ్‌గాంధీ ప్రభుత్వ ఆంగ్ల మాధ్యమ పాఠశాల, మహాత్మాగాంధీ ప్రభుత్వ బాలుర ఉన్నత పాఠశాల, కమలానెహ్రూ బాలికోన్నత పాఠశాల, వివిధ ప్రాథమిక పాఠశాలల విద్యార్థులకు పాఠ్యపుస్తకాలు, నోట్ పుస్తకాలను పంపిణీ చేశారు. పుదుచ్చేరి వ్యాప్తంగా ఉన్న 185 పాఠశాలల్లో యోగా ఉపాధ్యాయుల నియామకానికి చర్యలు చేపడుతున్నట్లు ఈ సందర్భంగా ఆయన చెప్పారు. యోగా సాధన వల్ల విద్యార్థులు సంపూర్ణ ఆరోగ్యంతో ఉండటంతో పాటు వారి గ్రహణశక్తి పెరుగుతుందన్నారు. ఈ కార్యక్రమంలో పరిపాలనాధికారి డి.సుబ్రహ్మణ్యేశ్వరరావు, విద్యాశాఖ అధికారి కె.సాయినాథ్, సర్వశిక్ష అభియాన్ ఏడీపీసీ కె.ప్రభాకర్‌రావు బృందం పాల్గొన్నారు. <box>282 671 561 888</box>
article-headline: కొనసాగుతున్న ఉపరితల ఆవర్తనం <box>621 1519 787 1572</box>
page-header <box>3 20 840 54</box>
article-body: విజయవాడ,జూన్25(జనంసాక్షి): నంద్యాలలో ముఖ్యమంతరి చంద్రబాబు నాయుడు చేసిన వ్యాఖ్యలపై దుమారం కొనసాగుతోంది. ఈ వ్యాఖ్యలపై విపక్షాలు తీవ్రంగా మండిపడుతున్నాయి. సిఎం చంద్రబాబు అభివృద్ధి పనులను తన సొంత నిధులు లేదా, హెరిటేజ్ నిధులతో చేయిస్తున్నారా అని విపక్ష వైకాపా, కాంగ్రెస్ తదితర పార్టీలు మండిపడ్డాయి. ముఖ్యమంత్రి చంద్రబాబునాయుడు మతిస్థిమితం లేని వ్యక్తిలా మాట్లాడుతున్నారని వైకాపా నేత వెల్లంపల్లి శ్రీనివాస్ విమర్శించారు. నా పెన్షన్, నా రోడ్లు అని ముఖ్యమంత్రి మాట్లాడటం దురదృష్టకరమన్నారు. ప్రజల పన్నులతో వచ్చిన డబ్బులతోనే పథకాలను అమలు చేస్తున్నారని, వాటికి హెరిటేజ్ డబ్బులు ఇవ్వడం లేదని గుర్తుంచుకోవాలని చురకలంటించారు. శనివారం మీడియా సమావేశంలో మాట్లాడిన వెల్లంపల్లి శ్రీనివాస్.. రాష్ట్రంలో సంక్షేమ పథకాలను ప్రభుత్వ నిధులతోనే అమలు చేస్తున్నారని స్పష్టం చేశారు. ప్రభుత్వ కార్యక్రమాలను సొంత ఖాతాలో వేసుకోవాలని చూడటం సరికాదన్నారు. ముఖ్యమంత్రి మాటలను ప్రజలు గమనిస్తున్నారని హెచ్చరించారు. <box>569 1256 840 1507</box>
column-layout <box>3 62 840 2559</box>
article-body: హైదరాబాద్,జూన్25(జనంసాక్షి): మేడ్చల్ జిల్లాలో మరో కల్తీ దందా గుట్టును బాలానగర్ ఎస్వోటీ పోలీసులు రట్టు చేశారు. జీడిమెట్లలోని సుభాష్ నగర్‌లో ప్రణీత్ డెయిరీ మిల్క్ ట్రేడర్స్ పేరుతో కల్తీ నెయ్యి తయారు చేస్తున్నట్లు సమాచారం అందుకున్న పోలీసులు దాడి చేశారు. వంద కిలోల కల్తీ నెయ్యి, కల్తీ పెరుగు, పన్నీర్, సిట్రిక్ యాసిడ్ సంచులను సీజ్ చేశారు. మార్కెట్‌లో వివిధ బ్రాండ్ల పేరుతో తయారు చేసిన పాలిథిన్ బ్యాగులు స్వాధీనం చేసుకున్నారు. దీనిపై కేసు నమోదు చేసిన పోలీసులు పరారీలో ఉన్న యజమాని కోసం గాలిస్తున్నారు. <box>282 1205 561 1336</box>
article-subhead: – కాంగ్రెస్ అధికార ప్రతినిధి <box>623 554 785 573</box>
article-subhead: కేంద్రానికి చంద్రబాబు వినతి <box>56 138 222 156</box>
article <box>569 523 840 699</box>
article-body: ఎమర్జెన్సీనే తలపిస్తున్నాయి' అని కాంగ్రెస్ నేత టామ్ వడక్కన్ అన్నారు. దేశం లోపల, వెలుపల భద్రత ప్రమాదంలో పడినప్పటికీ ఆ అంశాలను 'మన్ కీ బాత్'లో ప్రస్తావించడంలో మోదీ విఫలమయ్యారని ఆరోపించారు. 'కశ్మీర్‌లో వేర్పాటువాదులుగా చెప్పుకుంటున్న వారు టెర్రరిస్టులుగా మారుతున్నారు. నకిలీ కరెన్సీ ప్రింటవుతోంది. అల్లరిమూకలు సామూహకదాడులతో కొట్టిచంపుతున్నారు. రోమియో స్క్వాడ్‌లు తయారవుతున్నాయి. ఇదంతా ఏమిటి?' అని వడక్కన్ ప్రశ్నించారు. <box>569 582 840 696</box>
article <box>10 1092 268 1371</box>
